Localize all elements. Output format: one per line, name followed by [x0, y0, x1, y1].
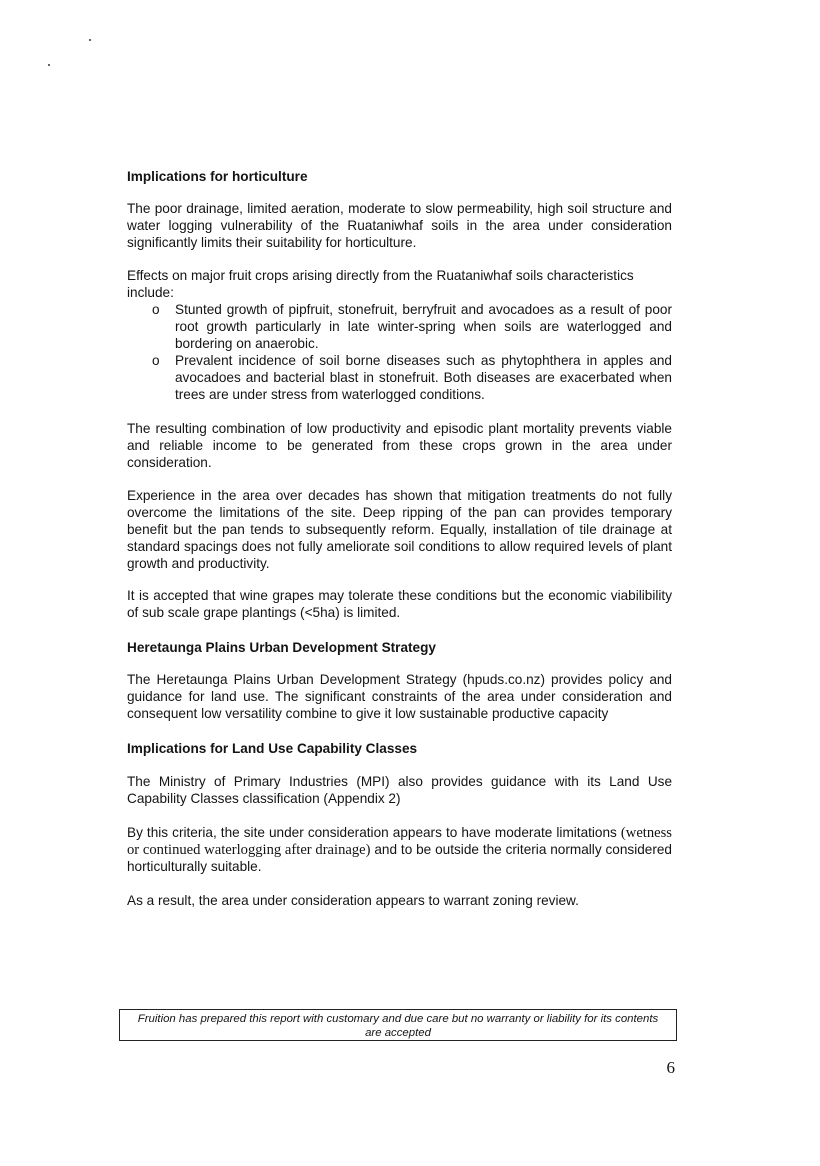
paragraph-criteria: [127, 825, 672, 876]
paragraph-resulting: The resulting combination of low productivity and episodic plant mortality prevents viable and reliable income to be generated from these crops grown in the area under consideration.: [127, 421, 672, 470]
bullet-marker: o: [152, 352, 160, 368]
paragraph-experience: Experience in the area over decades has shown that mitigation treatments do not fully overcome the limitations of the site. Deep ripping of the pan can provides temporary benefit but the pan tends to subsequently reform. Equally, installation of tile drainage at standard spacings does not fully ameliorate soil conditions to allow required levels of plant growth and productivity.: [127, 488, 672, 571]
heading-luc: Implications for Land Use Capability Classes: [127, 741, 418, 756]
page-number: 6: [666, 1058, 675, 1077]
disclaimer-box: [119, 1009, 677, 1041]
scan-speck: [89, 39, 91, 41]
heading-horticulture: Implications for horticulture: [127, 169, 308, 184]
heading-heretaunga: Heretaunga Plains Urban Development Strategy: [127, 640, 436, 655]
disclaimer-line-1: Fruition has prepared this report with customary and due care but no warranty or liability for its contents: [137, 1013, 659, 1025]
list-item-text: Stunted growth of pipfruit, stonefruit, berryfruit and avocadoes as a result of poor root growth particularly in late winter-spring when soils are waterlogged and bordering on anaerobic.: [175, 302, 672, 351]
list-item-text: Prevalent incidence of soil borne diseases such as phytophthera in apples and avocadoes and bacterial blast in stonefruit. Both diseases are exacerbated when trees are under stress from waterlogged conditions.: [175, 352, 672, 402]
paragraph-heretaunga: The Heretaunga Plains Urban Development Strategy (hpuds.co.nz) provides policy and guidance for land use. The significant constraints of the area under consideration and consequent low versatility combine to give it low sustainable productive capacity: [127, 672, 672, 721]
scan-speck: [48, 64, 50, 66]
disclaimer-line-2: are accepted: [365, 1027, 431, 1039]
paragraph-effects-intro: Effects on major fruit crops arising directly from the Ruataniwhaf soils characteristics include:: [127, 268, 634, 300]
paragraph-result: As a result, the area under consideration appears to warrant zoning review.: [127, 893, 579, 908]
bullet-marker: o: [152, 302, 160, 317]
list-item: [127, 302, 672, 353]
criteria-text-serif: (wetness or continued waterlogging after drainage): [127, 825, 672, 858]
paragraph-wine-grapes: It is accepted that wine grapes may tolerate these conditions but the economic viabilibility of sub scale grape plantings (<5ha) is limited.: [127, 588, 672, 620]
list-item: [127, 353, 672, 404]
paragraph-drainage: The poor drainage, limited aeration, moderate to slow permeability, high soil structure and water logging vulnerability of the Ruataniwhaf soils in the area under consideration significantly limits their suitability for horticulture.: [127, 201, 672, 250]
criteria-text-a: By this criteria, the site under consideration appears to have moderate limitations: [127, 825, 621, 840]
effects-list: [127, 302, 672, 403]
paragraph-mpi: The Ministry of Primary Industries (MPI) also provides guidance with its Land Use Capability Classes classification (Appendix 2): [127, 774, 672, 806]
criteria-text-b: and to be outside the criteria normally considered horticulturally suitable.: [127, 841, 672, 874]
